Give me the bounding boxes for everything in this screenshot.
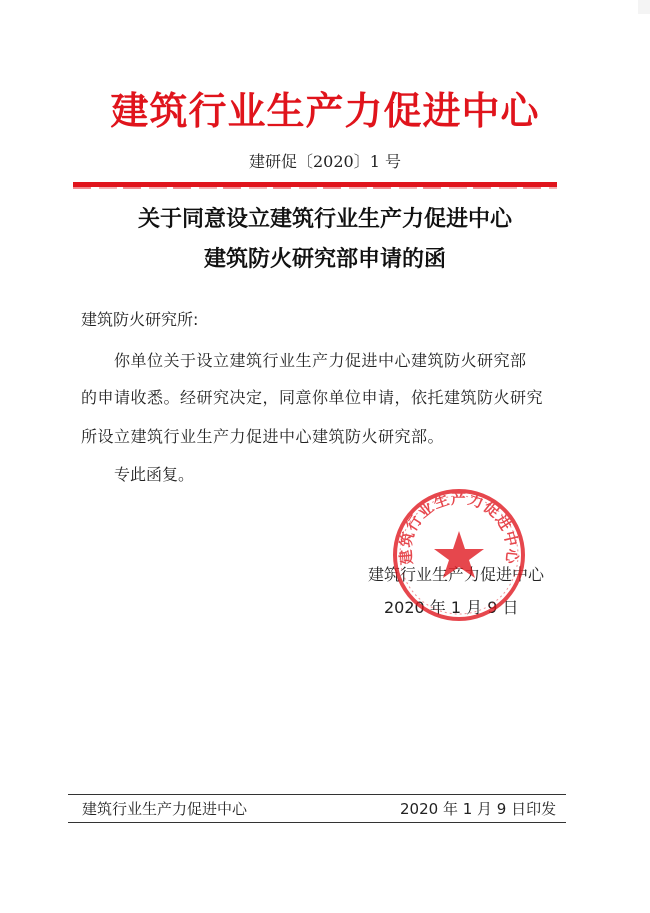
seal-star-icon — [434, 531, 484, 578]
footer-issue-date: 2020 年 1 月 9 日印发 — [400, 800, 557, 818]
seal-text: 建筑行业生产力促进中心 — [396, 489, 522, 566]
red-divider-line — [73, 182, 557, 187]
body-line-2: 的申请收悉。经研究决定，同意你单位申请，依托建筑防火研究 — [81, 388, 544, 407]
closing-phrase: 专此函复。 — [114, 465, 195, 484]
scan-corner-mark — [638, 0, 650, 14]
body-line-1: 你单位关于设立建筑行业生产力促进中心建筑防火研究部 — [114, 351, 527, 370]
signature-org: 建筑行业生产力促进中心 — [368, 565, 545, 584]
footer-bottom-rule — [68, 822, 566, 823]
footer-top-rule — [68, 794, 566, 795]
signature-date: 2020 年 1 月 9 日 — [384, 598, 519, 617]
subject-line-2: 建筑防火研究部申请的函 — [203, 246, 446, 272]
issuing-org-title: 建筑行业生产力促进中心 — [110, 89, 540, 133]
footer-issuing-org: 建筑行业生产力促进中心 — [82, 800, 248, 818]
subject-line-1: 关于同意设立建筑行业生产力促进中心 — [137, 206, 512, 232]
body-line-3: 所设立建筑行业生产力促进中心建筑防火研究部。 — [81, 427, 445, 446]
official-seal-icon — [391, 487, 527, 623]
document-number: 建研促〔2020〕1 号 — [249, 152, 401, 171]
salutation: 建筑防火研究所: — [81, 310, 199, 329]
